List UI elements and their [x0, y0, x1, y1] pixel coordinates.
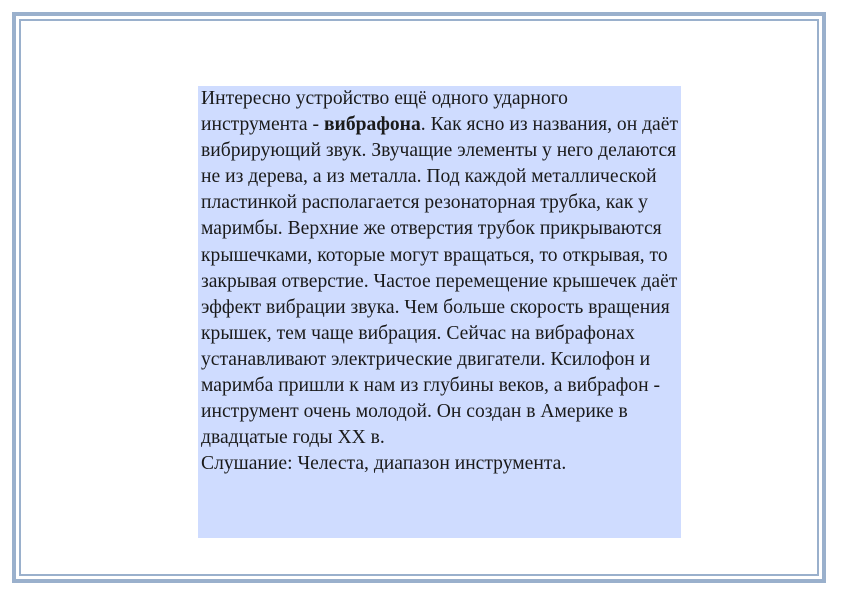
paragraph-rest: . Как ясно из названия, он даёт вибрирующий звук. Звучащие элементы у него делаются не из дерева, а из металла. Под каждой металлической пластинкой располагается резонаторная трубка, как у маримбы. Верхние же отверстия трубок прикрываются крышечками, которые могут вращаться, то открывая, то закрывая отверстие. Частое перемещение крышечек даёт эффект вибрации звука. Чем больше скорость вращения крышек, тем чаще вибрация. Сейчас на вибрафонах устанавливают электрические двигатели. Ксилофон и маримба пришли к нам из глубины веков, а вибрафон - инструмент очень молодой. Он создан в Америке в двадцатые годы XX в.	[201, 114, 679, 449]
listening-line: Слушание: Челеста, диапазон инструмента.	[201, 453, 567, 475]
paragraph-bold-term: вибрафона	[323, 114, 421, 136]
main-paragraph	[201, 86, 679, 451]
paragraph-intro: Интересно устройство ещё одного ударного инструмента -	[201, 88, 568, 136]
text-box	[198, 86, 681, 538]
